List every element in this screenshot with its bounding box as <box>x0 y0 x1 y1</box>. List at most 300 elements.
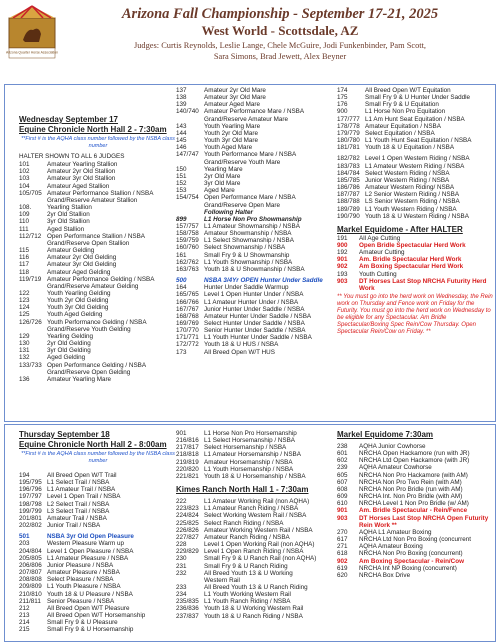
class-name: L1 Youth Hunt Seat Equitation / NSBA <box>365 137 472 145</box>
class-number: 115 <box>19 247 30 255</box>
class-name: Level 1 Open Working Rail (non AQHA) <box>204 541 315 549</box>
class-number <box>176 116 204 123</box>
class-number: 132 <box>19 354 30 362</box>
class-number: 117 <box>19 261 30 269</box>
class-name: L1 Select Showmanship / NSBA <box>204 237 294 245</box>
class-row <box>176 591 336 598</box>
class-name: Small Fry 9 & U Ranch Rail (non AQHA) <box>204 555 317 563</box>
class-row <box>19 598 177 605</box>
class-number: 271 <box>337 543 348 551</box>
class-name: Small Fry 9 & U Equitation <box>365 101 439 109</box>
class-name: Small Fry 9 & U Ranch Riding <box>204 562 288 570</box>
class-row <box>337 101 495 108</box>
class-name: Youth Aged Gelding <box>47 311 103 319</box>
class-name: Youth 18 & U Working Western Rail <box>204 605 304 613</box>
class-name: Select Working Western Rail / NSBA <box>204 512 307 520</box>
class-number: 900 <box>337 108 348 116</box>
class-row <box>176 252 336 259</box>
class-number: 212 <box>19 604 30 612</box>
class-number: 116 <box>19 254 30 262</box>
class-name: Select Pleasure / NSBA <box>47 576 114 584</box>
class-row <box>176 313 336 320</box>
class-name: Hunter Under Saddle Warmup <box>204 284 289 292</box>
class-name: Amateur Performance Gelding / NSBA <box>47 275 155 283</box>
class-number: 146 <box>176 144 187 152</box>
class-name: Youth Yearling Gelding <box>47 289 111 297</box>
class-row <box>176 613 336 620</box>
class-number: 166/766 <box>176 298 199 306</box>
class-number: 195/795 <box>19 479 42 487</box>
class-number: 191 <box>337 234 348 242</box>
class-row <box>19 591 177 598</box>
class-row <box>337 163 495 170</box>
class-row <box>19 583 177 590</box>
class-name: Junior Trail / NSBA <box>47 522 101 530</box>
class-row <box>176 505 336 512</box>
class-name: Amateur Yearling Mare <box>47 375 112 383</box>
class-name: Select Horsemanship / NSBA <box>204 444 287 452</box>
class-number: 216/816 <box>176 437 199 445</box>
class-name: NSBA 3yr Old Open Pleasure <box>47 533 134 541</box>
class-number: 150 <box>176 165 187 173</box>
class-name: Grand/Reserve Youth Gelding <box>47 325 131 333</box>
class-row <box>19 218 177 225</box>
class-row <box>19 283 177 290</box>
class-number: 617 <box>337 536 348 544</box>
class-number: 158/758 <box>176 230 199 238</box>
class-row <box>337 479 495 486</box>
class-name: Level 1 Open Western Riding / NSBA <box>365 155 470 163</box>
class-number: 152 <box>176 180 187 188</box>
class-number: 210/810 <box>19 590 42 598</box>
class-row <box>19 340 177 347</box>
class-row <box>19 319 177 326</box>
class-name: Western Pleasure Warm up <box>47 540 124 548</box>
class-name: Select Ranch Riding / NSBA <box>204 519 284 527</box>
wed-markel-title: Markel Equidome - After HALTER <box>337 224 463 234</box>
class-number: 231 <box>176 562 187 570</box>
class-number: 237/837 <box>176 612 199 620</box>
class-name: 3yr Old Stallion <box>47 218 90 226</box>
class-number: 110 <box>19 218 30 226</box>
class-name: All Breed Open W/T Equitation <box>365 87 451 94</box>
class-row <box>337 242 495 249</box>
class-number: 145 <box>176 137 187 145</box>
class-row <box>176 605 336 612</box>
class-number <box>19 369 47 376</box>
class-number: 147/747 <box>176 151 199 159</box>
class-name: Amateur Aged Mare <box>204 101 261 109</box>
wed-class-number-note: **First # is the AQHA class number followed by the NSBA class number <box>21 136 175 149</box>
class-number: 160/760 <box>176 244 199 252</box>
class-name: Amateur 2yr Old Gelding <box>47 254 117 262</box>
class-row <box>176 259 336 266</box>
class-number: 214 <box>19 619 30 627</box>
class-row <box>176 116 336 123</box>
class-name: NRCHA Int. Non Pro Bridle (with AM) <box>359 493 463 501</box>
class-number: 206/806 <box>19 561 42 569</box>
thu-hall-title: Equine Chronicle North Hall 2 - 8:00am <box>19 440 167 449</box>
page-subtitle: West World - Scottsdale, AZ <box>201 23 359 38</box>
class-name: Amateur Ranch Riding / NSBA <box>204 533 290 541</box>
class-number: 171/771 <box>176 334 199 342</box>
class-name: L1 Amateur Western Riding / NSBA <box>365 162 465 170</box>
class-name: Amateur Aged Stallion <box>47 182 110 190</box>
class-row <box>337 457 495 464</box>
class-number: 207/807 <box>19 569 42 577</box>
class-name: All Breed Open W/T Trail <box>47 472 117 479</box>
class-name: Am. Bridle Spectacular Herd Work <box>359 256 462 264</box>
class-row <box>176 520 336 527</box>
futurity-note: ** You must go into the herd work on Wednesday, the Rein work on Thursday and Fence work on Friday for the Futurity. You must go into the herd work on Wednesday to be eligible for any Spectacular. Am Bridle Spectacular/Boxing Spec Rein/Cow Thursday. Open Spectacular Rein/Cow on Friday. ** <box>337 294 493 336</box>
class-row <box>176 577 336 584</box>
class-row <box>337 278 495 292</box>
class-number: 223/823 <box>176 505 199 513</box>
class-row <box>176 180 336 187</box>
class-name: Youth 18 & U Ranch Riding / NSBA <box>204 612 303 620</box>
class-number: 213 <box>19 611 30 619</box>
class-row <box>19 508 177 515</box>
class-name: Youth 2yr Old Gelding <box>47 297 109 305</box>
class-number: 157/757 <box>176 222 199 230</box>
class-name: Amateur 3yr Old Mare <box>204 94 266 102</box>
class-row <box>19 501 177 508</box>
class-row <box>176 451 336 458</box>
class-name: Amateur Showmanship / NSBA <box>204 230 292 238</box>
class-row <box>176 570 336 577</box>
class-row <box>176 527 336 534</box>
class-row <box>176 349 336 356</box>
class-name: Youth 2yr Old Mare <box>204 129 259 137</box>
class-number: 185/785 <box>337 176 360 184</box>
class-name: L1 Youth Western Riding / NSBA <box>365 205 457 213</box>
class-name: Grand/Reserve Amateur Gelding <box>47 282 139 290</box>
class-row <box>19 626 177 633</box>
class-name: Open Performance Mare / NSBA <box>204 194 296 202</box>
class-row <box>19 197 177 204</box>
kimes-title: Kimes Ranch North Hall 1 - 7:30am <box>176 485 309 495</box>
class-number: 108. <box>19 204 32 212</box>
class-name: AQHA L1 Amateur Boxing <box>359 528 432 536</box>
class-name: Amateur Equitation / NSBA <box>365 122 441 130</box>
class-row <box>176 216 336 223</box>
class-row <box>176 244 336 251</box>
class-name: Amateur Yearling Stallion <box>47 161 118 169</box>
class-row <box>337 137 495 144</box>
class-name: Amateur Horsemanship / NSBA <box>204 458 293 466</box>
class-row <box>19 276 177 283</box>
class-row <box>337 123 495 130</box>
class-name: NRCHA Non Pro Hackamore (with AM) <box>359 471 468 479</box>
class-name: LS Senior Western Riding / NSBA <box>365 198 460 206</box>
page-title: Arizona Fall Championship - September 17-21, 2025 <box>121 6 439 22</box>
class-row <box>19 226 177 233</box>
class-row <box>176 166 336 173</box>
class-name: Amateur 3yr Old Stallion <box>47 175 116 183</box>
class-name: Open Performance Gelding / NSBA <box>47 361 147 369</box>
class-row <box>176 563 336 570</box>
class-row <box>337 116 495 123</box>
class-name: DT Horses Last Stop NRCHA Open Futurity Rein Work ** <box>359 514 489 529</box>
class-row <box>19 311 177 318</box>
class-name: Open Performance Stallion / NSBA <box>47 232 145 240</box>
class-number: 226/826 <box>176 526 199 534</box>
class-number: 900 <box>337 241 348 249</box>
class-number: 189/789 <box>337 205 360 213</box>
class-name: DT Horses Last Stop NRCHA Futurity Herd Work <box>359 277 487 292</box>
class-row <box>337 543 495 550</box>
class-name: Aged Mare <box>204 187 235 195</box>
class-name: Am Boxing Spectacular Herd Work <box>359 263 464 271</box>
class-name: L1 Youth Showmanship / NSBA <box>204 258 293 266</box>
class-number: 164 <box>176 284 187 292</box>
class-row <box>337 500 495 507</box>
thu-class-list-2 <box>176 430 336 480</box>
class-number: 184/784 <box>337 169 360 177</box>
class-name: Amateur Trail / NSBA <box>47 514 107 522</box>
class-name: L1 Horse Non Pro Horsemanship <box>204 430 297 437</box>
class-row <box>176 284 336 291</box>
class-number: 903 <box>337 277 348 285</box>
class-number: 123 <box>19 297 30 305</box>
class-row <box>176 341 336 348</box>
class-name: Grand/Reserve Amateur Mare <box>204 115 288 123</box>
class-name: Senior Pleasure / NSBA <box>47 597 115 605</box>
class-name: Youth Yearling Mare <box>204 122 261 130</box>
class-number: 219/819 <box>176 458 199 466</box>
class-number: 174 <box>337 87 348 94</box>
class-name: NRCHA Int NP Boxing (concurrent) <box>359 564 457 572</box>
class-number: 215 <box>19 626 30 634</box>
class-name: Senior Hunter Under Saddle / NSBA <box>204 327 306 335</box>
class-number: 620 <box>337 571 348 579</box>
class-number: 233 <box>176 583 187 591</box>
class-name: Grand/Reserve Open Gelding <box>47 368 131 376</box>
class-name: L1 Select Horsemanship / NSBA <box>204 437 295 445</box>
class-number: 225/825 <box>176 519 199 527</box>
class-row <box>19 369 177 376</box>
thu-markel-list <box>337 443 495 579</box>
class-row <box>337 213 495 220</box>
class-number: 103 <box>19 175 30 183</box>
class-row <box>337 493 495 500</box>
class-row <box>176 94 336 101</box>
class-name: Amateur Aged Gelding <box>47 268 111 276</box>
class-number: 167/767 <box>176 305 199 313</box>
class-number: 186/786 <box>337 184 360 192</box>
class-number: 901 <box>337 507 348 515</box>
class-row <box>176 202 336 209</box>
class-name: Level 1 Open Ranch Riding / NSBA <box>204 548 304 556</box>
class-number <box>19 326 47 333</box>
class-row <box>19 493 177 500</box>
class-number: 180/780 <box>337 137 360 145</box>
class-row <box>19 515 177 522</box>
class-number: 112/712 <box>19 232 42 240</box>
class-name: Level 1 Open Pleasure / NSBA <box>47 547 134 555</box>
class-number: 101 <box>19 161 30 169</box>
class-number: 129 <box>19 332 30 340</box>
wed-class-list-1 <box>19 161 177 383</box>
class-number: 173 <box>176 348 187 356</box>
class-row <box>337 529 495 536</box>
class-row <box>19 261 177 268</box>
class-name: Junior Pleasure / NSBA <box>47 561 114 569</box>
class-row <box>337 170 495 177</box>
class-name: L2 Select Trail / NSBA <box>47 500 110 508</box>
class-number <box>176 202 204 209</box>
class-number: 188/788 <box>337 198 360 206</box>
wed-class-list-3 <box>337 87 495 220</box>
class-row <box>19 486 177 493</box>
class-row <box>19 204 177 211</box>
class-name: Amateur 2yr Old Mare <box>204 87 266 94</box>
class-number: 901 <box>176 430 187 437</box>
class-number: 139 <box>176 101 187 109</box>
class-number: 192 <box>337 249 348 257</box>
class-name: Youth 18 & U Pleasure / NSBA <box>47 590 133 598</box>
class-row <box>19 576 177 583</box>
class-row <box>176 144 336 151</box>
wed-col-2 <box>176 87 336 356</box>
class-number: 197/797 <box>19 493 42 501</box>
class-number: 111 <box>19 225 29 233</box>
thursday-panel <box>4 424 496 642</box>
class-name: All Breed Open W/T Horsemanship <box>47 611 146 619</box>
class-row <box>19 297 177 304</box>
class-row <box>19 247 177 254</box>
class-row <box>19 569 177 576</box>
class-name: L2 Senior Western Riding / NSBA <box>365 191 460 199</box>
class-number: 232 <box>176 569 187 577</box>
class-number: 234 <box>176 591 187 599</box>
class-number: 899 <box>176 215 187 223</box>
class-number: 608 <box>337 485 348 493</box>
class-row <box>176 306 336 313</box>
kimes-class-list <box>176 498 336 620</box>
class-name: Amateur Pleasure / NSBA <box>47 569 120 577</box>
class-number: 126/726 <box>19 318 42 326</box>
class-row <box>337 271 495 278</box>
class-row <box>19 354 177 361</box>
class-row <box>176 498 336 505</box>
class-row <box>337 191 495 198</box>
class-row <box>176 327 336 334</box>
class-number: 618 <box>337 550 348 558</box>
class-number: 153 <box>176 187 187 195</box>
class-number: 177/777 <box>337 115 360 123</box>
class-number: 227/827 <box>176 533 199 541</box>
class-number: 501 <box>19 533 30 541</box>
class-row <box>176 534 336 541</box>
class-row <box>19 479 177 486</box>
class-number: 172/772 <box>176 341 199 349</box>
class-row <box>176 137 336 144</box>
class-row <box>337 206 495 213</box>
wed-class-list-2 <box>176 87 336 356</box>
class-name: Youth 18 & U Equitation / NSBA <box>365 144 455 152</box>
wed-col-1 <box>19 115 177 383</box>
class-name: L1 Amateur Showmanship / NSBA <box>204 222 300 230</box>
class-number: 169/769 <box>176 320 199 327</box>
class-row <box>176 151 336 158</box>
class-number: 140/740 <box>176 108 199 116</box>
class-name: All Breed Youth 13 & U Working <box>204 569 293 577</box>
class-name: L1 Amateur Ranch Riding / NSBA <box>204 505 299 513</box>
class-row <box>337 450 495 457</box>
class-name: L1 Amateur Working Rail (non AQHA) <box>204 498 310 506</box>
thu-col-3 <box>337 430 495 579</box>
logo-text: Arizona Quarter Horse Association <box>5 50 59 55</box>
class-number: 203 <box>19 540 30 548</box>
class-number: 176 <box>337 101 348 109</box>
class-name: AQHA Junior Cowhorse <box>359 443 426 450</box>
class-row <box>176 598 336 605</box>
class-number: 109 <box>19 211 30 219</box>
class-number <box>176 577 204 584</box>
class-number: 178/778 <box>337 122 360 130</box>
class-name: 3yr Old Gelding <box>47 347 91 355</box>
class-row <box>19 472 177 479</box>
class-name: Open Bridle Spectacular Herd Work <box>359 241 466 249</box>
class-number: 218/818 <box>176 451 199 459</box>
class-name: 2yr Old Mare <box>204 172 241 180</box>
class-number: 105/705 <box>19 189 42 197</box>
class-number: 901 <box>337 256 348 264</box>
class-number: 175 <box>337 94 348 102</box>
class-name: Youth Aged Mare <box>204 144 253 152</box>
class-name: Small Fry 9 & U Showmanship <box>204 251 290 259</box>
class-name: Select Equitation / NSBA <box>365 129 435 137</box>
class-number: 119/719 <box>19 275 42 283</box>
class-number: 230 <box>176 555 187 563</box>
class-number: 235/835 <box>176 598 199 606</box>
class-name: NSBA 3/4Yr OPEN Hunter Under Saddle <box>204 277 323 285</box>
class-row <box>19 333 177 340</box>
class-name: Amateur Gelding <box>47 247 95 255</box>
class-number: 163/763 <box>176 265 199 273</box>
class-row <box>19 168 177 175</box>
class-row <box>337 515 495 529</box>
class-name: Select Hunter Under Saddle / NSBA <box>204 320 305 327</box>
aqha-logo <box>3 4 61 62</box>
class-name: Select Western Riding / NSBA <box>365 169 450 177</box>
class-row <box>176 430 336 437</box>
class-name: All Breed Youth 13 & U Ranch Riding <box>204 583 308 591</box>
class-number: 500 <box>176 277 187 285</box>
class-row <box>337 155 495 162</box>
class-name: Youth Performance Gelding / NSBA <box>47 318 147 326</box>
class-name: Amateur Western Riding/ NSBA <box>365 184 455 192</box>
class-name: Youth 18 & U Horsemanship / NSBA <box>204 472 306 480</box>
class-number: 903 <box>337 514 348 522</box>
class-row <box>19 326 177 333</box>
class-name: L1 Horse Non Pro Showmanship <box>204 215 302 223</box>
class-name: L1 Horse Non Pro Equitation <box>365 108 446 116</box>
class-number: 199/799 <box>19 507 42 515</box>
class-number: 138 <box>176 94 187 102</box>
class-name: Amateur Performance Stallion / NSBA <box>47 189 154 197</box>
class-number: 239 <box>337 464 348 472</box>
class-name: L1 Youth Horsemanship / NSBA <box>204 465 294 473</box>
class-row <box>176 512 336 519</box>
class-number: 133/733 <box>19 361 42 369</box>
class-row <box>176 87 336 94</box>
class-number: 194 <box>19 472 30 479</box>
judges-line-1: Judges: Curtis Reynolds, Leslie Lange, Chele McGuire, Jodi Funkenbinder, Pam Scott, <box>133 41 427 50</box>
wed-hall-title: Equine Chronicle North Hall 2 - 7:30am <box>19 125 167 134</box>
class-row <box>337 177 495 184</box>
